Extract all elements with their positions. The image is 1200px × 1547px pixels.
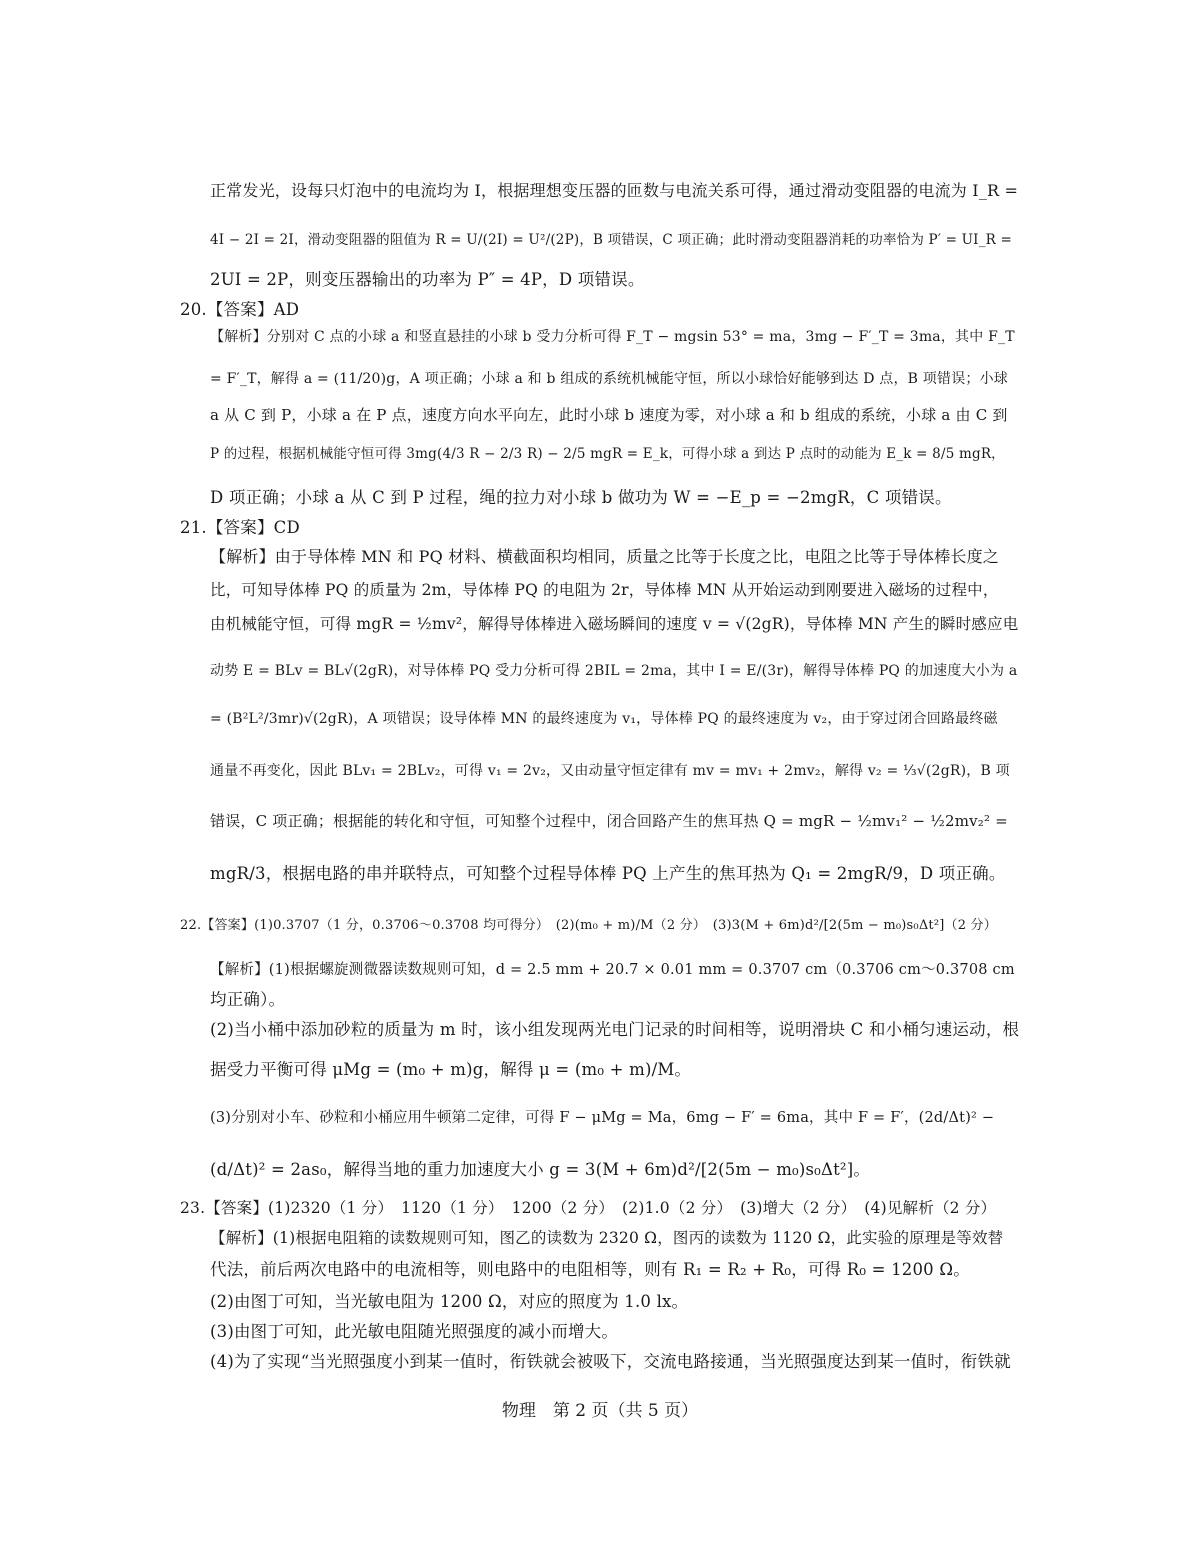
answer-heading: 20.【答案】AD: [180, 300, 300, 319]
text-line: (2)当小桶中添加砂粒的质量为 m 时，该小组发现两光电门记录的时间相等，说明滑块 C 和小桶匀速运动，根: [210, 1020, 1020, 1039]
text-line: 通量不再变化，因此 BLv₁ = 2BLv₂，可得 v₁ = 2v₂，又由动量守恒定律有 mv = mv₁ + 2mv₂，解得 v₂ = ⅓√(2gR)，B 项: [210, 763, 1010, 779]
text-line: 代法，前后两次电路中的电流相等，则电路中的电阻相等，则有 R₁ = R₂ + R₀，可得 R₀ = 1200 Ω。: [210, 1260, 970, 1279]
text-line: 正常发光，设每只灯泡中的电流均为 I，根据理想变压器的匝数与电流关系可得，通过滑动变阻器的电流为 I_R =: [210, 181, 1019, 200]
text-line: 由机械能守恒，可得 mgR = ½mv²，解得导体棒进入磁场瞬间的速度 v = √(2gR)，导体棒 MN 产生的瞬时感应电: [210, 615, 1019, 633]
text-line: 【解析】由于导体棒 MN 和 PQ 材料、横截面积均相同，质量之比等于长度之比，电阻之比等于导体棒长度之: [210, 547, 1000, 566]
text-line: (d/Δt)² = 2as₀，解得当地的重力加速度大小 g = 3(M + 6m)d²/[2(5m − m₀)s₀Δt²]。: [210, 1160, 871, 1179]
text-line: = F′_T，解得 a = (11/20)g，A 项正确；小球 a 和 b 组成的系统机械能守恒，所以小球恰好能够到达 D 点，B 项错误；小球: [210, 371, 1009, 387]
text-line: 4I − 2I = 2I，滑动变阻器的阻值为 R = U/(2I) = U²/(2P)，B 项错误，C 项正确；此时滑动变阻器消耗的功率恰为 P′ = UI_R =: [210, 232, 1013, 248]
text-line: 均正确）。: [210, 990, 286, 1009]
page-footer: 物理 第 2 页（共 5 页）: [501, 1401, 699, 1421]
text-line: 【解析】分别对 C 点的小球 a 和竖直悬挂的小球 b 受力分析可得 F_T − mgsin 53° = ma，3mg − F′_T = 3ma，其中 F_T: [210, 329, 1015, 345]
text-line: (3)分别对小车、砂粒和小桶应用牛顿第二定律，可得 F − μMg = Ma，6mg − F′ = 6ma，其中 F = F′，(2d/Δt)² −: [210, 1110, 995, 1126]
text-line: D 项正确；小球 a 从 C 到 P 过程，绳的拉力对小球 b 做功为 W = −E_p = −2mgR，C 项错误。: [210, 488, 952, 507]
text-line: = (B²L²/3mr)√(2gR)，A 项错误；设导体棒 MN 的最终速度为 v₁，导体棒 PQ 的最终速度为 v₂，由于穿过闭合回路最终磁: [210, 711, 998, 727]
text-line: 错误，C 项正确；根据能的转化和守恒，可知整个过程中，闭合回路产生的焦耳热 Q = mgR − ½mv₁² − ½2mv₂² =: [210, 812, 1008, 830]
text-line: 据受力平衡可得 μMg = (m₀ + m)g，解得 μ = (m₀ + m)/M。: [210, 1060, 692, 1079]
answer-heading: 23.【答案】(1)2320（1 分） 1120（1 分） 1200（2 分） (2)1.0（2 分） (3)增大（2 分） (4)见解析（2 分）: [180, 1199, 997, 1217]
text-line: (3)由图丁可知，此光敏电阻随光照强度的减小而增大。: [210, 1322, 619, 1341]
text-line: 【解析】(1)根据螺旋测微器读数规则可知，d = 2.5 mm + 20.7 × 0.01 mm = 0.3707 cm（0.3706 cm～0.3708 cm: [210, 962, 1015, 978]
text-line: 【解析】(1)根据电阻箱的读数规则可知，图乙的读数为 2320 Ω，图丙的读数为 1120 Ω，此实验的原理是等效替: [210, 1229, 1004, 1247]
text-line: (4)为了实现“当光照强度小到某一值时，衔铁就会被吸下，交流电路接通，当光照强度达到某一值时，衔铁就: [210, 1352, 1011, 1371]
text-line: P 的过程，根据机械能守恒可得 3mg(4/3 R − 2/3 R) − 2/5 mgR = E_k，可得小球 a 到达 P 点时的动能为 E_k = 8/5 mgR，: [210, 446, 1005, 462]
text-line: 动势 E = BLv = BL√(2gR)，对导体棒 PQ 受力分析可得 2BIL = 2ma，其中 I = E/(3r)，解得导体棒 PQ 的加速度大小为 a: [210, 663, 1018, 679]
answer-heading: 21.【答案】CD: [180, 518, 300, 537]
text-line: a 从 C 到 P，小球 a 在 P 点，速度方向水平向左，此时小球 b 速度为零，对小球 a 和 b 组成的系统，小球 a 由 C 到: [210, 406, 1008, 424]
text-line: mgR/3，根据电路的串并联特点，可知整个过程导体棒 PQ 上产生的焦耳热为 Q₁ = 2mgR/9，D 项正确。: [210, 864, 1006, 883]
text-line: (2)由图丁可知，当光敏电阻为 1200 Ω，对应的照度为 1.0 lx。: [210, 1292, 689, 1311]
text-line: 比，可知导体棒 PQ 的质量为 2m，导体棒 PQ 的电阻为 2r，导体棒 MN 从开始运动到刚要进入磁场的过程中，: [210, 581, 999, 599]
text-line: 2UI = 2P，则变压器输出的功率为 P″ = 4P，D 项错误。: [210, 270, 645, 289]
answer-heading: 22.【答案】(1)0.3707（1 分，0.3706～0.3708 均可得分） (2)(m₀ + m)/M（2 分） (3)3(M + 6m)d²/[2(5m − m₀)s₀Δt²]（2 分）: [180, 918, 997, 933]
